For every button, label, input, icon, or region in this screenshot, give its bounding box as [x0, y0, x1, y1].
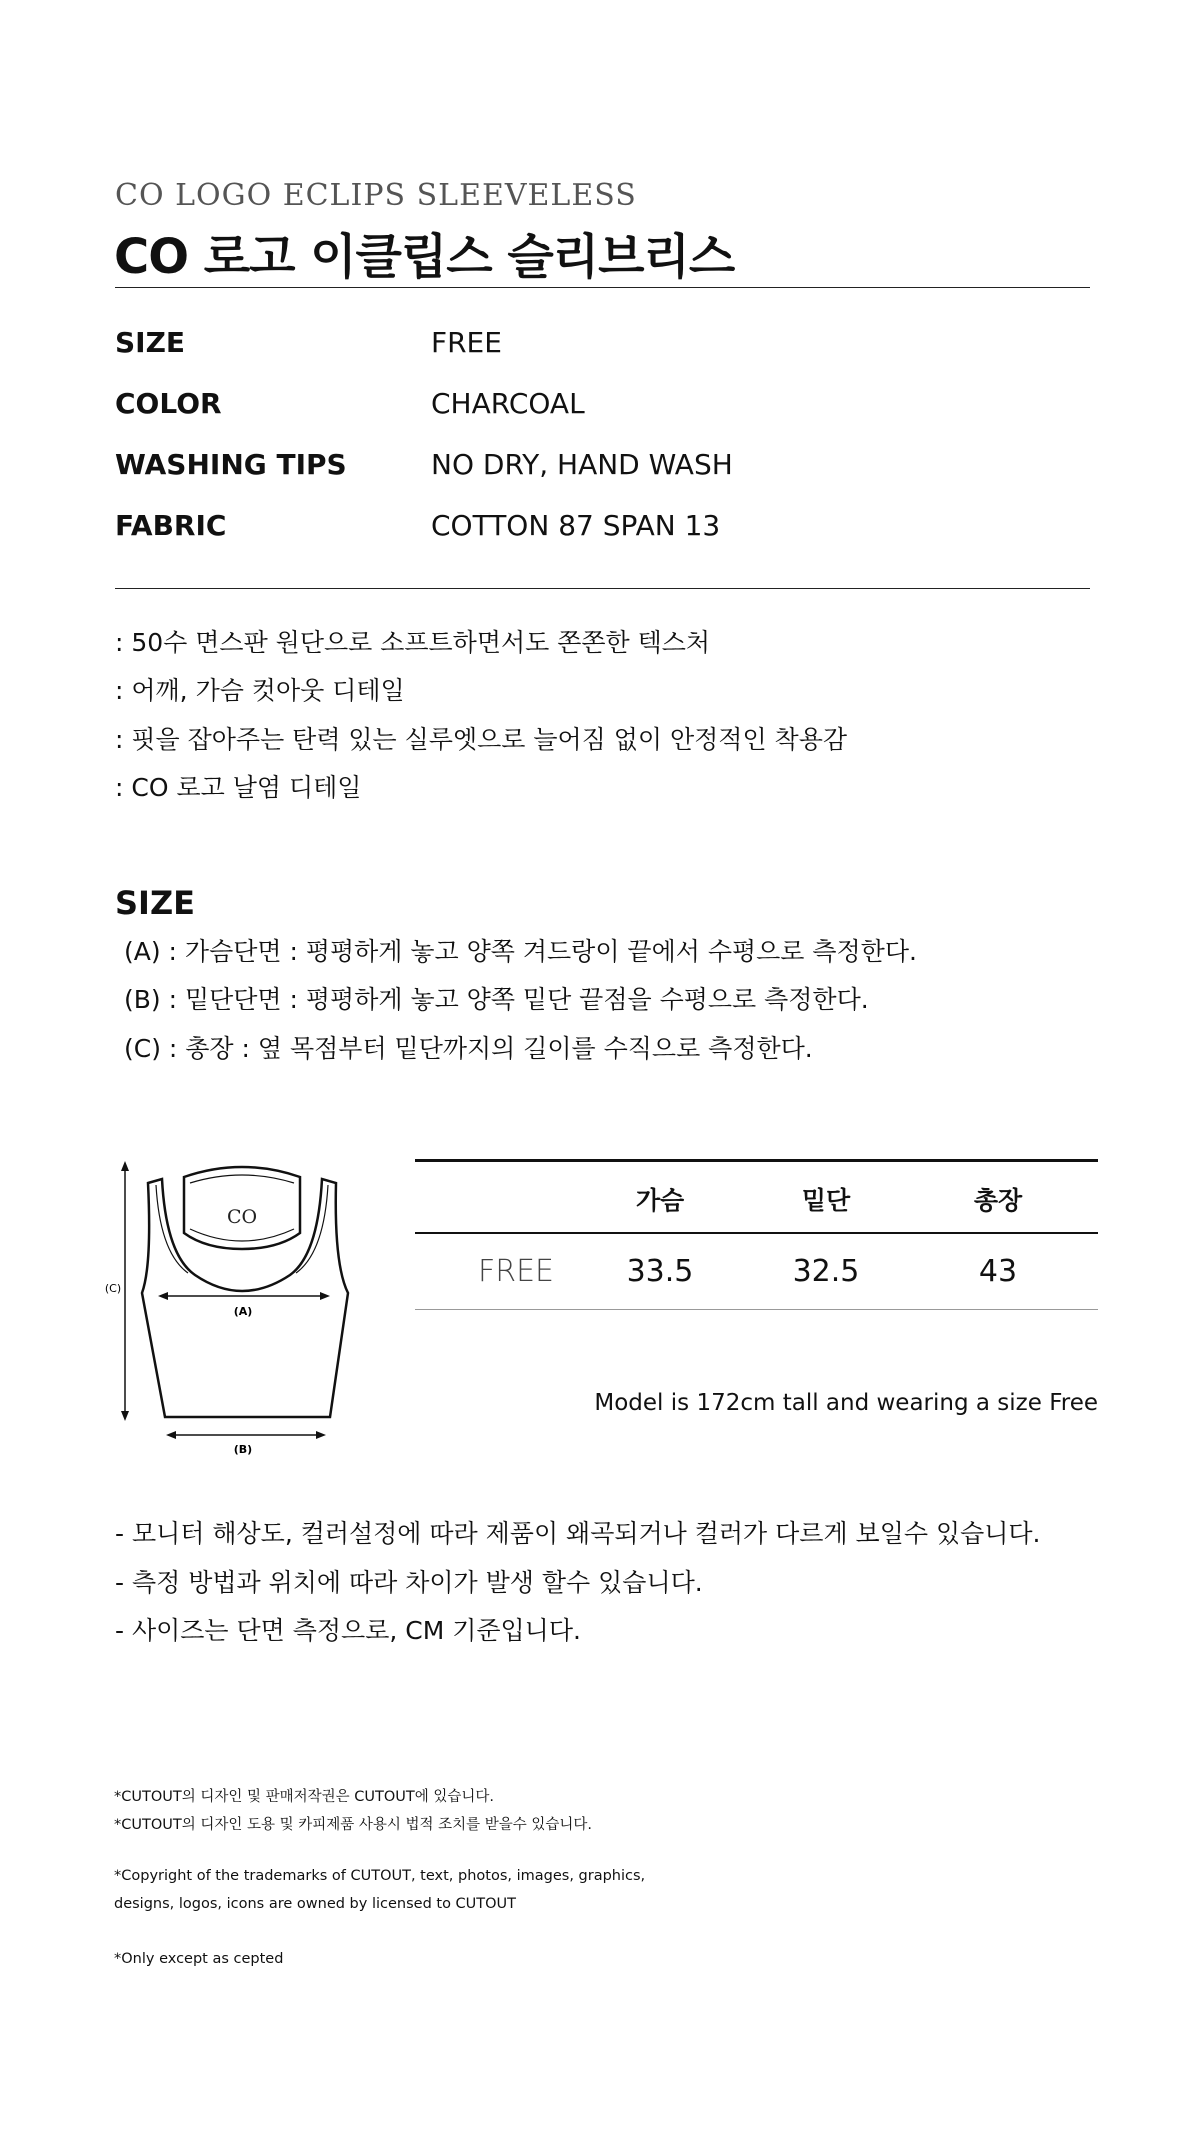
spec-value: NO DRY, HAND WASH	[431, 448, 733, 481]
size-description: (B) : 밑단단면 : 평평하게 놓고 양쪽 밑단 끝점을 수평으로 측정한다.	[124, 985, 869, 1014]
arrowhead	[121, 1411, 129, 1421]
spec-value: FREE	[431, 326, 502, 359]
table-cell-chest: 33.5	[626, 1254, 694, 1289]
co-logo: CO	[226, 1206, 258, 1228]
size-description: (C) : 총장 : 옆 목점부터 밑단까지의 길이를 수직으로 측정한다.	[124, 1034, 813, 1063]
notice-item: - 사이즈는 단면 측정으로, CM 기준입니다.	[115, 1616, 581, 1645]
footer-copyright-ko: *CUTOUT의 디자인 도용 및 카피제품 사용시 법적 조치를 받을수 있습니다.	[114, 1817, 592, 1833]
spec-value: COTTON 87 SPAN 13	[431, 509, 721, 542]
spec-row-color	[115, 387, 1015, 427]
product-title: CO 로고 이클립스 슬리브리스	[114, 229, 735, 285]
model-note: Model is 172cm tall and wearing a size Free	[594, 1390, 1098, 1416]
spec-label: COLOR	[115, 387, 222, 420]
spec-label: WASHING TIPS	[115, 448, 347, 481]
size-description: (A) : 가슴단면 : 평평하게 놓고 양쪽 겨드랑이 끝에서 수평으로 측정한다.	[124, 937, 917, 966]
label-b: (B)	[233, 1443, 253, 1455]
size-heading: SIZE	[115, 884, 196, 922]
notice-item: - 모니터 해상도, 컬러설정에 따라 제품이 왜곡되거나 컬러가 다르게 보일수 있습니다.	[115, 1519, 1041, 1548]
feature-item: : CO 로고 날염 디테일	[115, 773, 362, 802]
footer-copyright-en: *Copyright of the trademarks of CUTOUT, text, photos, images, graphics,	[114, 1868, 646, 1884]
spec-row-washing	[115, 448, 1015, 488]
table-cell-hem: 32.5	[792, 1254, 860, 1289]
footer-copyright-en: designs, logos, icons are owned by licensed to CUTOUT	[114, 1896, 517, 1912]
arrowhead	[121, 1161, 129, 1171]
arrowhead	[166, 1431, 176, 1439]
footer-except: *Only except as cepted	[114, 1951, 284, 1967]
table-header-chest: 가슴	[635, 1186, 685, 1215]
arrowhead	[158, 1292, 168, 1300]
table-cell-length: 43	[978, 1254, 1018, 1289]
garment-diagram	[100, 1155, 360, 1455]
spec-value: CHARCOAL	[431, 387, 585, 420]
feature-item: : 핏을 잡아주는 탄력 있는 실루엣으로 늘어짐 없이 안정적인 착용감	[115, 725, 847, 754]
table-bottom-rule	[415, 1309, 1098, 1310]
arrowhead	[320, 1292, 330, 1300]
table-cell-size: FREE	[477, 1254, 554, 1289]
feature-item: : 50수 면스판 원단으로 소프트하면서도 쫀쫀한 텍스처	[115, 628, 711, 657]
table-header-rule	[415, 1232, 1098, 1234]
spec-divider	[115, 588, 1090, 589]
table-top-rule	[415, 1159, 1098, 1162]
arrowhead	[316, 1431, 326, 1439]
footer-copyright-ko: *CUTOUT의 디자인 및 판매저작권은 CUTOUT에 있습니다.	[114, 1789, 494, 1805]
header-divider	[115, 287, 1090, 288]
label-c: (C)	[104, 1282, 122, 1295]
feature-item: : 어깨, 가슴 컷아웃 디테일	[115, 676, 405, 705]
spec-label: SIZE	[115, 326, 186, 359]
spec-row-fabric	[115, 509, 1015, 549]
product-subtitle-en: CO LOGO ECLIPS SLEEVELESS	[115, 178, 637, 213]
panel-stitch	[190, 1229, 294, 1241]
spec-row-size	[115, 326, 1015, 366]
neck-stitch	[190, 1175, 294, 1183]
table-header-hem: 밑단	[801, 1186, 851, 1215]
spec-label: FABRIC	[115, 509, 227, 542]
notice-item: - 측정 방법과 위치에 따라 차이가 발생 할수 있습니다.	[115, 1568, 703, 1597]
label-a: (A)	[233, 1305, 253, 1318]
table-header-length: 총장	[973, 1186, 1023, 1215]
